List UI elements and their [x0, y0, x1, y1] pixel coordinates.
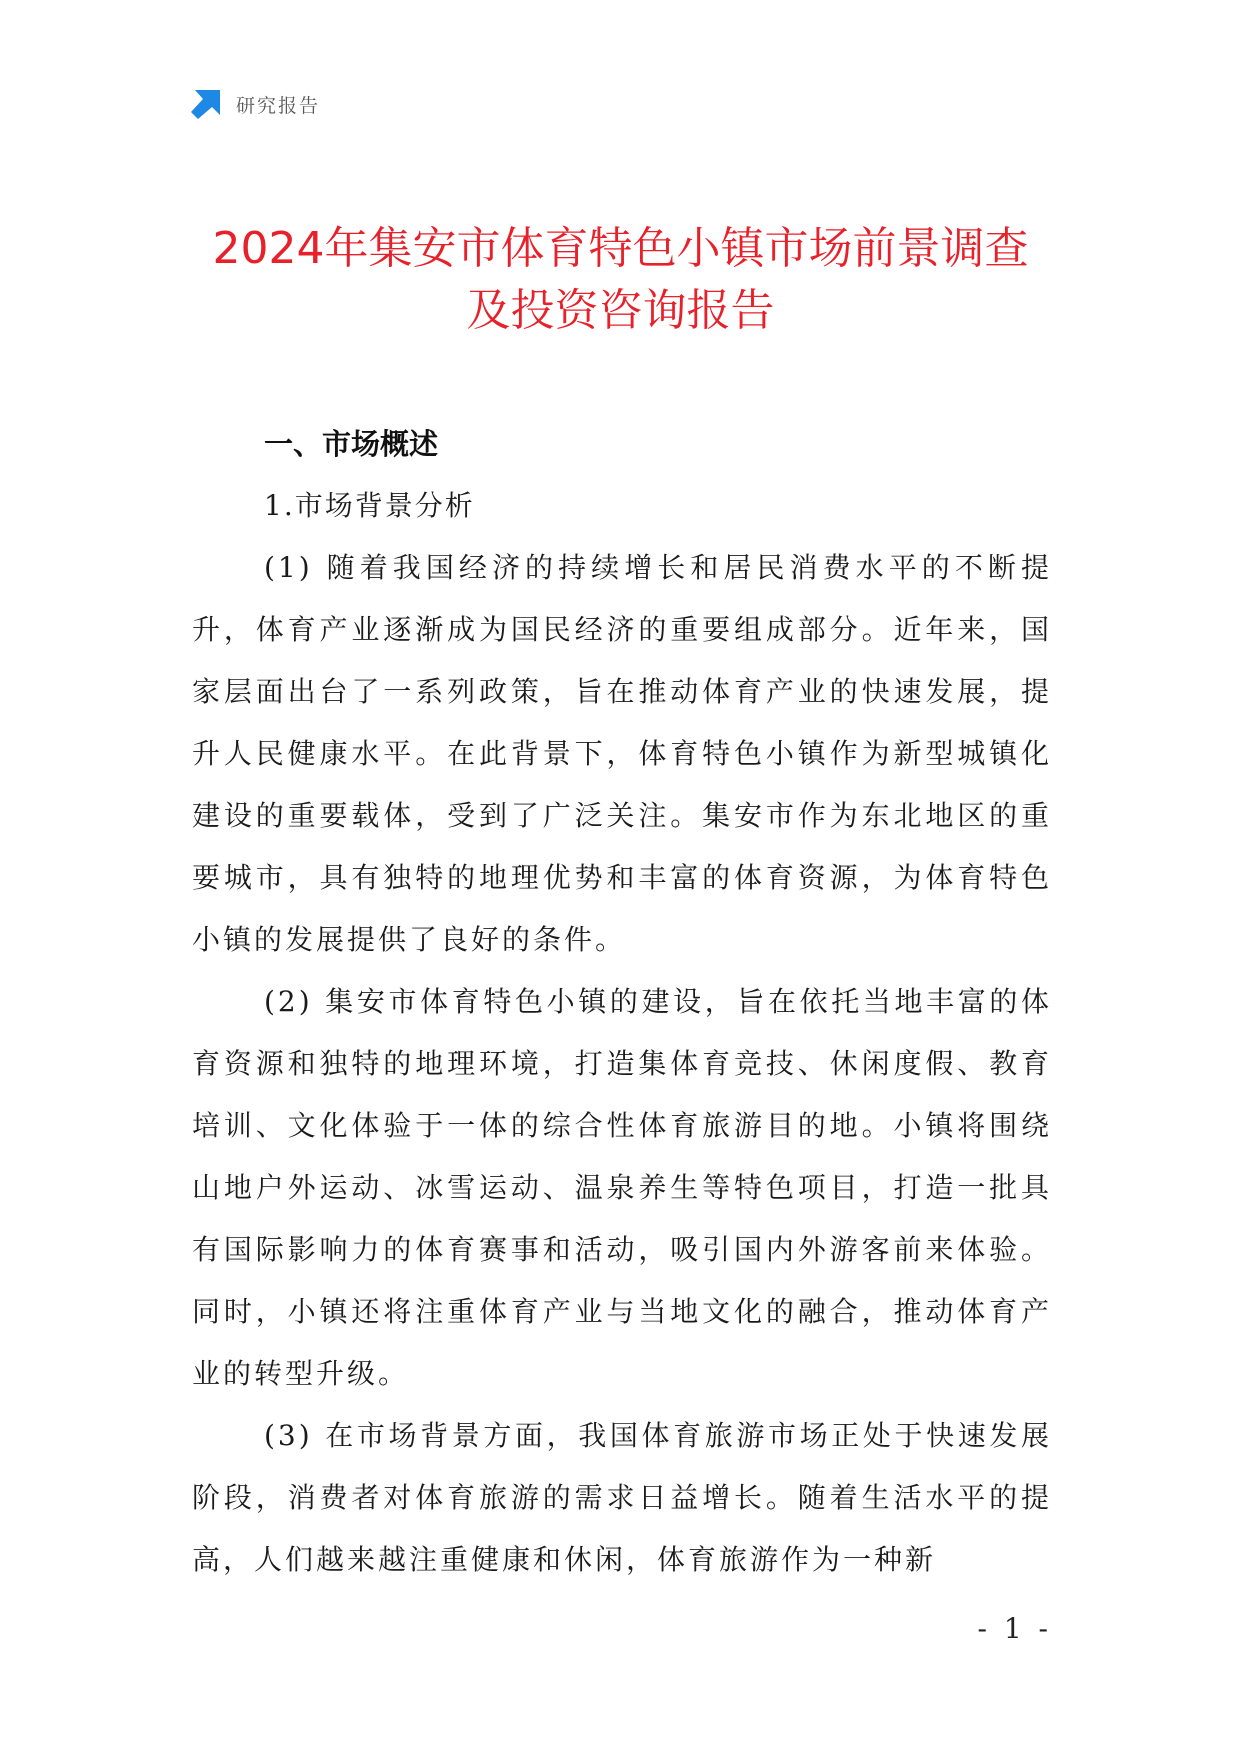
paragraph-1: (1) 随着我国经济的持续增长和居民消费水平的不断提升，体育产业逐渐成为国民经济的重要组成部分。近年来，国家层面出台了一系列政策，旨在推动体育产业的快速发展，提升人民健康水平。在此背景下，体育特色小镇作为新型城镇化建设的重要载体，受到了广泛关注。集安市作为东北地区的重要城市，具有独特的地理优势和丰富的体育资源，为体育特色小镇的发展提供了良好的条件。: [192, 551, 1052, 956]
report-body: [192, 413, 1052, 1591]
arrow-up-right-icon: [190, 88, 222, 120]
report-title: [150, 218, 1091, 342]
paragraph-3: (3) 在市场背景方面，我国体育旅游市场正处于快速发展阶段，消费者对体育旅游的需求日益增长。随着生活水平的提高，人们越来越注重健康和休闲，体育旅游作为一种新: [192, 1419, 1052, 1576]
page-number: - 1 -: [977, 1612, 1052, 1645]
title-line-2: 及投资咨询报告: [466, 285, 775, 336]
report-header: [190, 88, 320, 120]
paragraph-2: (2) 集安市体育特色小镇的建设，旨在依托当地丰富的体育资源和独特的地理环境，打造集体育竞技、休闲度假、教育培训、文化体验于一体的综合性体育旅游目的地。小镇将围绕山地户外运动、冰雪运动、温泉养生等特色项目，打造一批具有国际影响力的体育赛事和活动，吸引国内外游客前来体验。同时，小镇还将注重体育产业与当地文化的融合，推动体育产业的转型升级。: [192, 985, 1052, 1390]
title-line-1: 2024年集安市体育特色小镇市场前景调查: [212, 223, 1029, 274]
section-heading: 一、市场概述: [264, 427, 439, 461]
header-label: 研究报告: [236, 94, 321, 117]
section-subheading: 1.市场背景分析: [264, 489, 475, 522]
